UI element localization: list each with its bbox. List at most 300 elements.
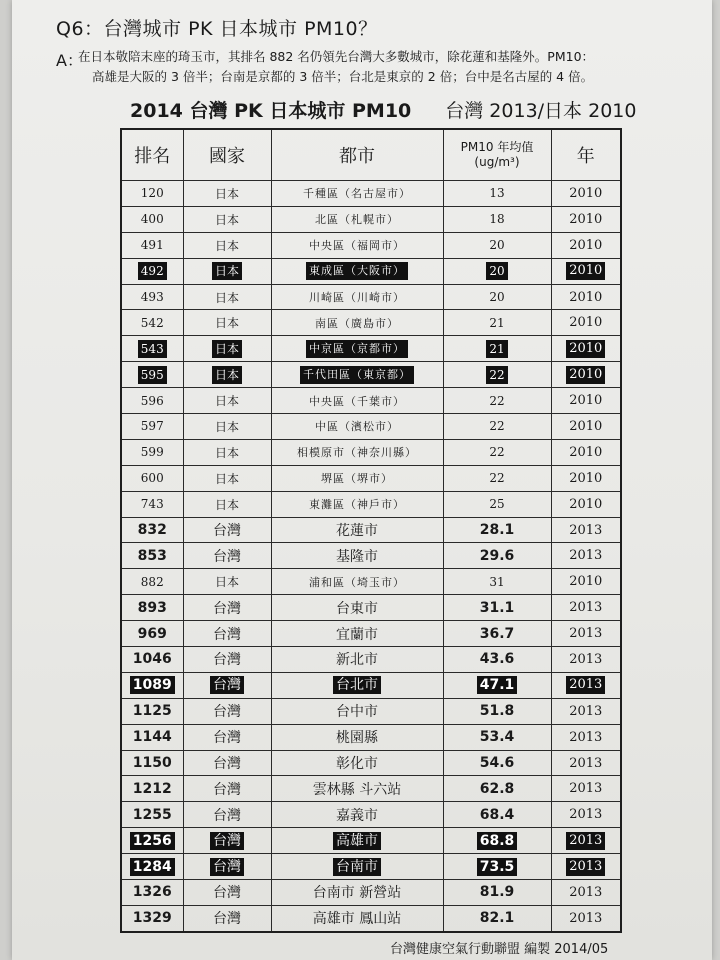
city-cell: [271, 621, 443, 647]
rank-cell: [121, 414, 183, 440]
table-row: [121, 724, 621, 750]
pm10-cell-text: 47.1: [477, 676, 518, 694]
city-cell: [271, 336, 443, 362]
pm10-cell: [443, 310, 551, 336]
country-cell-text: 台灣: [210, 832, 244, 850]
rank-cell: [121, 802, 183, 828]
city-cell: [271, 905, 443, 931]
country-cell-text: 日本: [214, 316, 239, 331]
year-cell-text: 2010: [569, 393, 603, 409]
header-year: 年: [551, 129, 621, 181]
rank-cell-text: 1329: [132, 910, 172, 927]
city-cell: [271, 517, 443, 543]
year-cell: [551, 595, 621, 621]
pm10-cell: [443, 880, 551, 906]
rank-cell: [121, 828, 183, 854]
city-cell: [271, 310, 443, 336]
city-cell-text: 相模原市（神奈川縣）: [297, 446, 417, 460]
country-cell: [183, 776, 271, 802]
year-cell: [551, 258, 621, 284]
city-cell: [271, 258, 443, 284]
city-cell-text: 川崎區（川崎市）: [309, 291, 405, 304]
pm10-cell: [443, 258, 551, 284]
pm10-cell-text: 81.9: [479, 884, 515, 901]
table-body: [121, 181, 621, 932]
country-cell-text: 日本: [212, 262, 242, 280]
table-row: [121, 284, 621, 310]
city-cell-text: 嘉義市: [336, 807, 378, 824]
country-cell: [183, 802, 271, 828]
pm10-cell: [443, 388, 551, 414]
year-cell: [551, 672, 621, 698]
table-row: [121, 828, 621, 854]
table-row: [121, 336, 621, 362]
pm10-cell-text: 43.6: [479, 651, 515, 668]
header-rank: 排名: [121, 129, 183, 181]
pm10-cell-text: 31: [489, 574, 505, 589]
rank-cell-text: 832: [137, 522, 167, 539]
city-cell-text: 彰化市: [336, 756, 378, 773]
year-cell: [551, 698, 621, 724]
year-cell-text: 2010: [569, 496, 603, 512]
country-cell: [183, 465, 271, 491]
rank-cell-text: 1256: [130, 832, 175, 850]
year-cell-text: 2013: [569, 522, 603, 538]
pm10-cell-text: 54.6: [479, 755, 515, 772]
table-row: [121, 776, 621, 802]
year-cell-text: 2013: [569, 807, 603, 823]
rank-cell-text: 493: [140, 290, 164, 304]
pm10-ranking-table: [120, 128, 622, 933]
table-row: [121, 465, 621, 491]
year-cell-text: 2013: [569, 703, 603, 719]
year-cell-text: 2013: [569, 729, 603, 745]
pm10-cell: [443, 517, 551, 543]
city-cell-text: 堺區（堺市）: [321, 472, 393, 486]
year-cell-text: 2010: [569, 185, 603, 201]
city-cell: [271, 491, 443, 517]
year-cell: [551, 750, 621, 776]
country-cell-text: 台灣: [213, 730, 241, 747]
answer-text: [78, 47, 708, 87]
rank-cell-text: 596: [140, 393, 164, 408]
pm10-cell-text: 82.1: [479, 910, 515, 927]
pm10-cell: [443, 336, 551, 362]
country-cell: [183, 517, 271, 543]
paper-sheet: [12, 0, 712, 960]
rank-cell-text: 600: [140, 471, 164, 486]
footer-credit: 台灣健康空氣行動聯盟 編製 2014/05: [390, 942, 609, 957]
country-cell-text: 日本: [214, 419, 239, 434]
country-cell: [183, 672, 271, 698]
city-cell: [271, 880, 443, 906]
year-cell: [551, 828, 621, 854]
city-cell-text: 新北市: [336, 652, 378, 669]
city-cell: [271, 543, 443, 569]
city-cell-text: 千代田區（東京都）: [300, 366, 414, 384]
pm10-cell-text: 51.8: [479, 703, 515, 720]
year-cell: [551, 724, 621, 750]
rank-cell: [121, 232, 183, 258]
city-cell-text: 東成區（大阪市）: [306, 262, 408, 280]
country-cell-text: 台灣: [213, 548, 241, 565]
year-cell-text: 2010: [569, 574, 603, 590]
pm10-cell: [443, 672, 551, 698]
country-cell: [183, 724, 271, 750]
city-cell-text: 千種區（名古屋市）: [303, 187, 411, 201]
header-city: 都市: [271, 129, 443, 181]
header-pm10-label: PM10 年均值: [460, 140, 534, 154]
pm10-cell-text: 21: [489, 315, 505, 330]
pm10-cell-text: 22: [489, 445, 505, 460]
rank-cell-text: 969: [137, 625, 167, 642]
rank-cell-text: 1150: [132, 755, 172, 772]
rank-cell-text: 1255: [132, 806, 172, 823]
rank-cell: [121, 647, 183, 673]
year-cell-text: 2010: [569, 315, 603, 331]
pm10-cell-text: 13: [489, 186, 505, 201]
rank-cell: [121, 388, 183, 414]
year-cell: [551, 517, 621, 543]
rank-cell: [121, 854, 183, 880]
city-cell-text: 雲林縣 斗六站: [312, 781, 402, 798]
city-cell: [271, 206, 443, 232]
country-cell: [183, 595, 271, 621]
pm10-cell-text: 18: [489, 212, 505, 227]
city-cell: [271, 698, 443, 724]
city-cell-text: 宜蘭市: [336, 626, 378, 643]
pm10-cell: [443, 698, 551, 724]
pm10-cell: [443, 439, 551, 465]
year-cell-text: 2013: [569, 548, 603, 564]
year-cell: [551, 491, 621, 517]
rank-cell-text: 400: [140, 212, 164, 227]
city-cell: [271, 750, 443, 776]
year-cell-text: 2010: [569, 470, 603, 486]
header-country: 國家: [183, 129, 271, 181]
pm10-cell: [443, 724, 551, 750]
table-row: [121, 880, 621, 906]
rank-cell: [121, 724, 183, 750]
country-cell: [183, 880, 271, 906]
rank-cell: [121, 569, 183, 595]
rank-cell-text: 595: [138, 366, 167, 384]
year-cell-text: 2013: [566, 858, 605, 876]
year-cell: [551, 284, 621, 310]
year-cell: [551, 776, 621, 802]
rank-cell-text: 1046: [132, 651, 172, 668]
city-cell: [271, 439, 443, 465]
city-cell: [271, 414, 443, 440]
table-row: [121, 698, 621, 724]
pm10-cell: [443, 828, 551, 854]
rank-cell-text: 542: [140, 315, 164, 330]
year-cell: [551, 206, 621, 232]
city-cell: [271, 647, 443, 673]
rank-cell: [121, 465, 183, 491]
country-cell-text: 台灣: [210, 858, 244, 876]
country-cell-text: 台灣: [213, 807, 241, 824]
table-row: [121, 181, 621, 207]
table-row: [121, 362, 621, 388]
pm10-cell: [443, 647, 551, 673]
country-cell-text: 日本: [212, 340, 242, 358]
year-cell: [551, 336, 621, 362]
rank-cell-text: 893: [137, 599, 167, 616]
table-row: [121, 621, 621, 647]
pm10-cell: [443, 362, 551, 388]
pm10-cell: [443, 569, 551, 595]
rank-cell: [121, 880, 183, 906]
country-cell-text: 台灣: [213, 523, 241, 540]
pm10-cell: [443, 543, 551, 569]
rank-cell: [121, 621, 183, 647]
rank-cell: [121, 595, 183, 621]
country-cell: [183, 388, 271, 414]
pm10-cell-text: 20: [489, 238, 505, 253]
table-row: [121, 439, 621, 465]
pm10-cell-text: 20: [489, 290, 505, 304]
city-cell-text: 基隆市: [336, 548, 378, 565]
country-cell-text: 台灣: [213, 911, 241, 928]
table-years-note: 台灣 2013/日本 2010: [445, 100, 637, 122]
rank-cell-text: 492: [138, 262, 167, 280]
year-cell-text: 2010: [569, 418, 603, 434]
country-cell-text: 台灣: [213, 652, 241, 669]
pm10-cell-text: 22: [489, 393, 505, 408]
rank-cell: [121, 698, 183, 724]
rank-cell: [121, 750, 183, 776]
city-cell-text: 中京區（京都市）: [306, 340, 408, 358]
country-cell: [183, 258, 271, 284]
rank-cell-text: 1144: [132, 729, 172, 746]
rank-cell: [121, 258, 183, 284]
year-cell: [551, 388, 621, 414]
year-cell-text: 2010: [566, 366, 605, 384]
pm10-cell: [443, 181, 551, 207]
table-row: [121, 517, 621, 543]
city-cell-text: 中央區（福岡市）: [309, 239, 405, 253]
year-cell: [551, 802, 621, 828]
city-cell: [271, 232, 443, 258]
pm10-cell: [443, 802, 551, 828]
rank-cell-text: 1284: [130, 858, 175, 876]
year-cell-text: 2013: [569, 755, 603, 771]
year-cell-text: 2013: [569, 651, 603, 667]
year-cell: [551, 181, 621, 207]
pm10-cell: [443, 776, 551, 802]
rank-cell: [121, 672, 183, 698]
pm10-cell-text: 20: [486, 262, 507, 280]
table-row: [121, 258, 621, 284]
city-cell-text: 高雄市: [333, 832, 381, 850]
pm10-cell: [443, 595, 551, 621]
rank-cell-text: 1089: [130, 676, 175, 694]
country-cell-text: 日本: [214, 471, 239, 486]
year-cell-text: 2010: [569, 237, 603, 253]
rank-cell-text: 1125: [132, 703, 172, 720]
year-cell: [551, 647, 621, 673]
rank-cell-text: 1326: [132, 884, 172, 901]
year-cell: [551, 621, 621, 647]
city-cell-text: 高雄市 鳳山站: [312, 911, 402, 928]
year-cell-text: 2010: [566, 340, 605, 358]
city-cell: [271, 802, 443, 828]
country-cell: [183, 621, 271, 647]
rank-cell-text: 491: [140, 238, 164, 253]
country-cell: [183, 284, 271, 310]
pm10-cell-text: 36.7: [479, 625, 515, 642]
country-cell-text: 日本: [214, 575, 239, 590]
city-cell-text: 東灘區（神戶市）: [309, 498, 405, 512]
table-row: [121, 905, 621, 931]
year-cell-text: 2013: [569, 600, 603, 616]
country-cell-text: 台灣: [213, 756, 241, 773]
table-header-row: [121, 129, 621, 181]
country-cell-text: 日本: [214, 212, 239, 227]
country-cell: [183, 750, 271, 776]
table-row: [121, 543, 621, 569]
country-cell-text: 台灣: [213, 626, 241, 643]
year-cell: [551, 232, 621, 258]
city-cell-text: 南區（廣島市）: [315, 316, 399, 330]
country-cell-text: 台灣: [213, 885, 241, 902]
table-row: [121, 647, 621, 673]
city-cell: [271, 776, 443, 802]
city-cell-text: 桃園縣: [336, 730, 378, 747]
city-cell: [271, 465, 443, 491]
pm10-cell-text: 73.5: [477, 858, 518, 876]
rank-cell: [121, 491, 183, 517]
rank-cell: [121, 206, 183, 232]
pm10-cell-text: 22: [489, 471, 505, 486]
table-row: [121, 802, 621, 828]
answer-label: A：: [56, 51, 83, 70]
pm10-cell-text: 21: [486, 340, 507, 358]
table-row: [121, 232, 621, 258]
city-cell: [271, 724, 443, 750]
table-heading: [130, 96, 636, 123]
city-cell-text: 台東市: [336, 600, 378, 617]
table-row: [121, 388, 621, 414]
rank-cell: [121, 543, 183, 569]
pm10-cell-text: 29.6: [479, 547, 515, 564]
pm10-cell-text: 22: [486, 366, 507, 384]
city-cell: [271, 672, 443, 698]
table-row: [121, 672, 621, 698]
rank-cell: [121, 439, 183, 465]
year-cell-text: 2010: [569, 211, 603, 227]
city-cell-text: 台南市 新營站: [312, 885, 402, 902]
city-cell-text: 台南市: [333, 858, 381, 876]
rank-cell-text: 599: [140, 445, 164, 460]
pm10-cell: [443, 232, 551, 258]
city-cell: [271, 362, 443, 388]
rank-cell: [121, 284, 183, 310]
rank-cell-text: 597: [140, 419, 164, 434]
rank-cell-text: 743: [140, 497, 164, 512]
country-cell-text: 台灣: [213, 781, 241, 798]
table-row: [121, 414, 621, 440]
table-row: [121, 310, 621, 336]
country-cell-text: 台灣: [213, 600, 241, 617]
rank-cell: [121, 181, 183, 207]
country-cell: [183, 647, 271, 673]
rank-cell-text: 543: [138, 340, 167, 358]
table-title: 2014 台灣 PK 日本城市 PM10: [130, 100, 412, 122]
country-cell: [183, 905, 271, 931]
country-cell: [183, 362, 271, 388]
year-cell-text: 2013: [569, 781, 603, 797]
year-cell: [551, 439, 621, 465]
rank-cell: [121, 517, 183, 543]
pm10-cell: [443, 854, 551, 880]
year-cell-text: 2010: [569, 289, 603, 305]
pm10-cell: [443, 905, 551, 931]
year-cell: [551, 465, 621, 491]
country-cell: [183, 181, 271, 207]
table-row: [121, 206, 621, 232]
country-cell: [183, 569, 271, 595]
rank-cell-text: 1212: [132, 780, 172, 797]
pm10-cell: [443, 750, 551, 776]
rank-cell-text: 882: [140, 574, 164, 589]
year-cell: [551, 854, 621, 880]
city-cell: [271, 388, 443, 414]
answer-line-2: 高雄是大阪的 3 倍半；台南是京都的 3 倍半；台北是東京的 2 倍；台中是名古屋的 4 倍。: [92, 69, 594, 84]
pm10-cell-text: 25: [489, 497, 505, 512]
year-cell: [551, 362, 621, 388]
pm10-cell-text: 62.8: [479, 780, 515, 797]
year-cell-text: 2013: [569, 626, 603, 642]
country-cell-text: 日本: [214, 186, 239, 201]
year-cell: [551, 414, 621, 440]
pm10-cell: [443, 491, 551, 517]
city-cell: [271, 854, 443, 880]
year-cell-text: 2010: [566, 262, 605, 280]
table-row: [121, 595, 621, 621]
year-cell: [551, 310, 621, 336]
city-cell-text: 北區（札幌市）: [315, 213, 399, 227]
country-cell: [183, 698, 271, 724]
pm10-cell: [443, 465, 551, 491]
pm10-cell: [443, 414, 551, 440]
pm10-cell-text: 68.8: [477, 832, 518, 850]
pm10-cell: [443, 621, 551, 647]
country-cell: [183, 828, 271, 854]
rank-cell-text: 120: [140, 186, 164, 201]
city-cell: [271, 181, 443, 207]
city-cell: [271, 828, 443, 854]
pm10-cell-text: 68.4: [479, 806, 515, 823]
year-cell-text: 2010: [569, 444, 603, 460]
country-cell: [183, 206, 271, 232]
rank-cell: [121, 905, 183, 931]
city-cell: [271, 569, 443, 595]
table-row: [121, 750, 621, 776]
pm10-cell-text: 22: [489, 419, 505, 434]
country-cell-text: 日本: [214, 445, 239, 460]
year-cell-text: 2013: [569, 884, 603, 900]
city-cell-text: 中央區（千葉市）: [309, 394, 405, 408]
city-cell: [271, 284, 443, 310]
country-cell-text: 台灣: [213, 704, 241, 721]
pm10-cell-text: 28.1: [479, 522, 515, 539]
rank-cell: [121, 362, 183, 388]
country-cell-text: 日本: [214, 497, 239, 512]
city-cell-text: 台中市: [336, 704, 378, 721]
city-cell-text: 中區（濱松市）: [315, 420, 399, 434]
